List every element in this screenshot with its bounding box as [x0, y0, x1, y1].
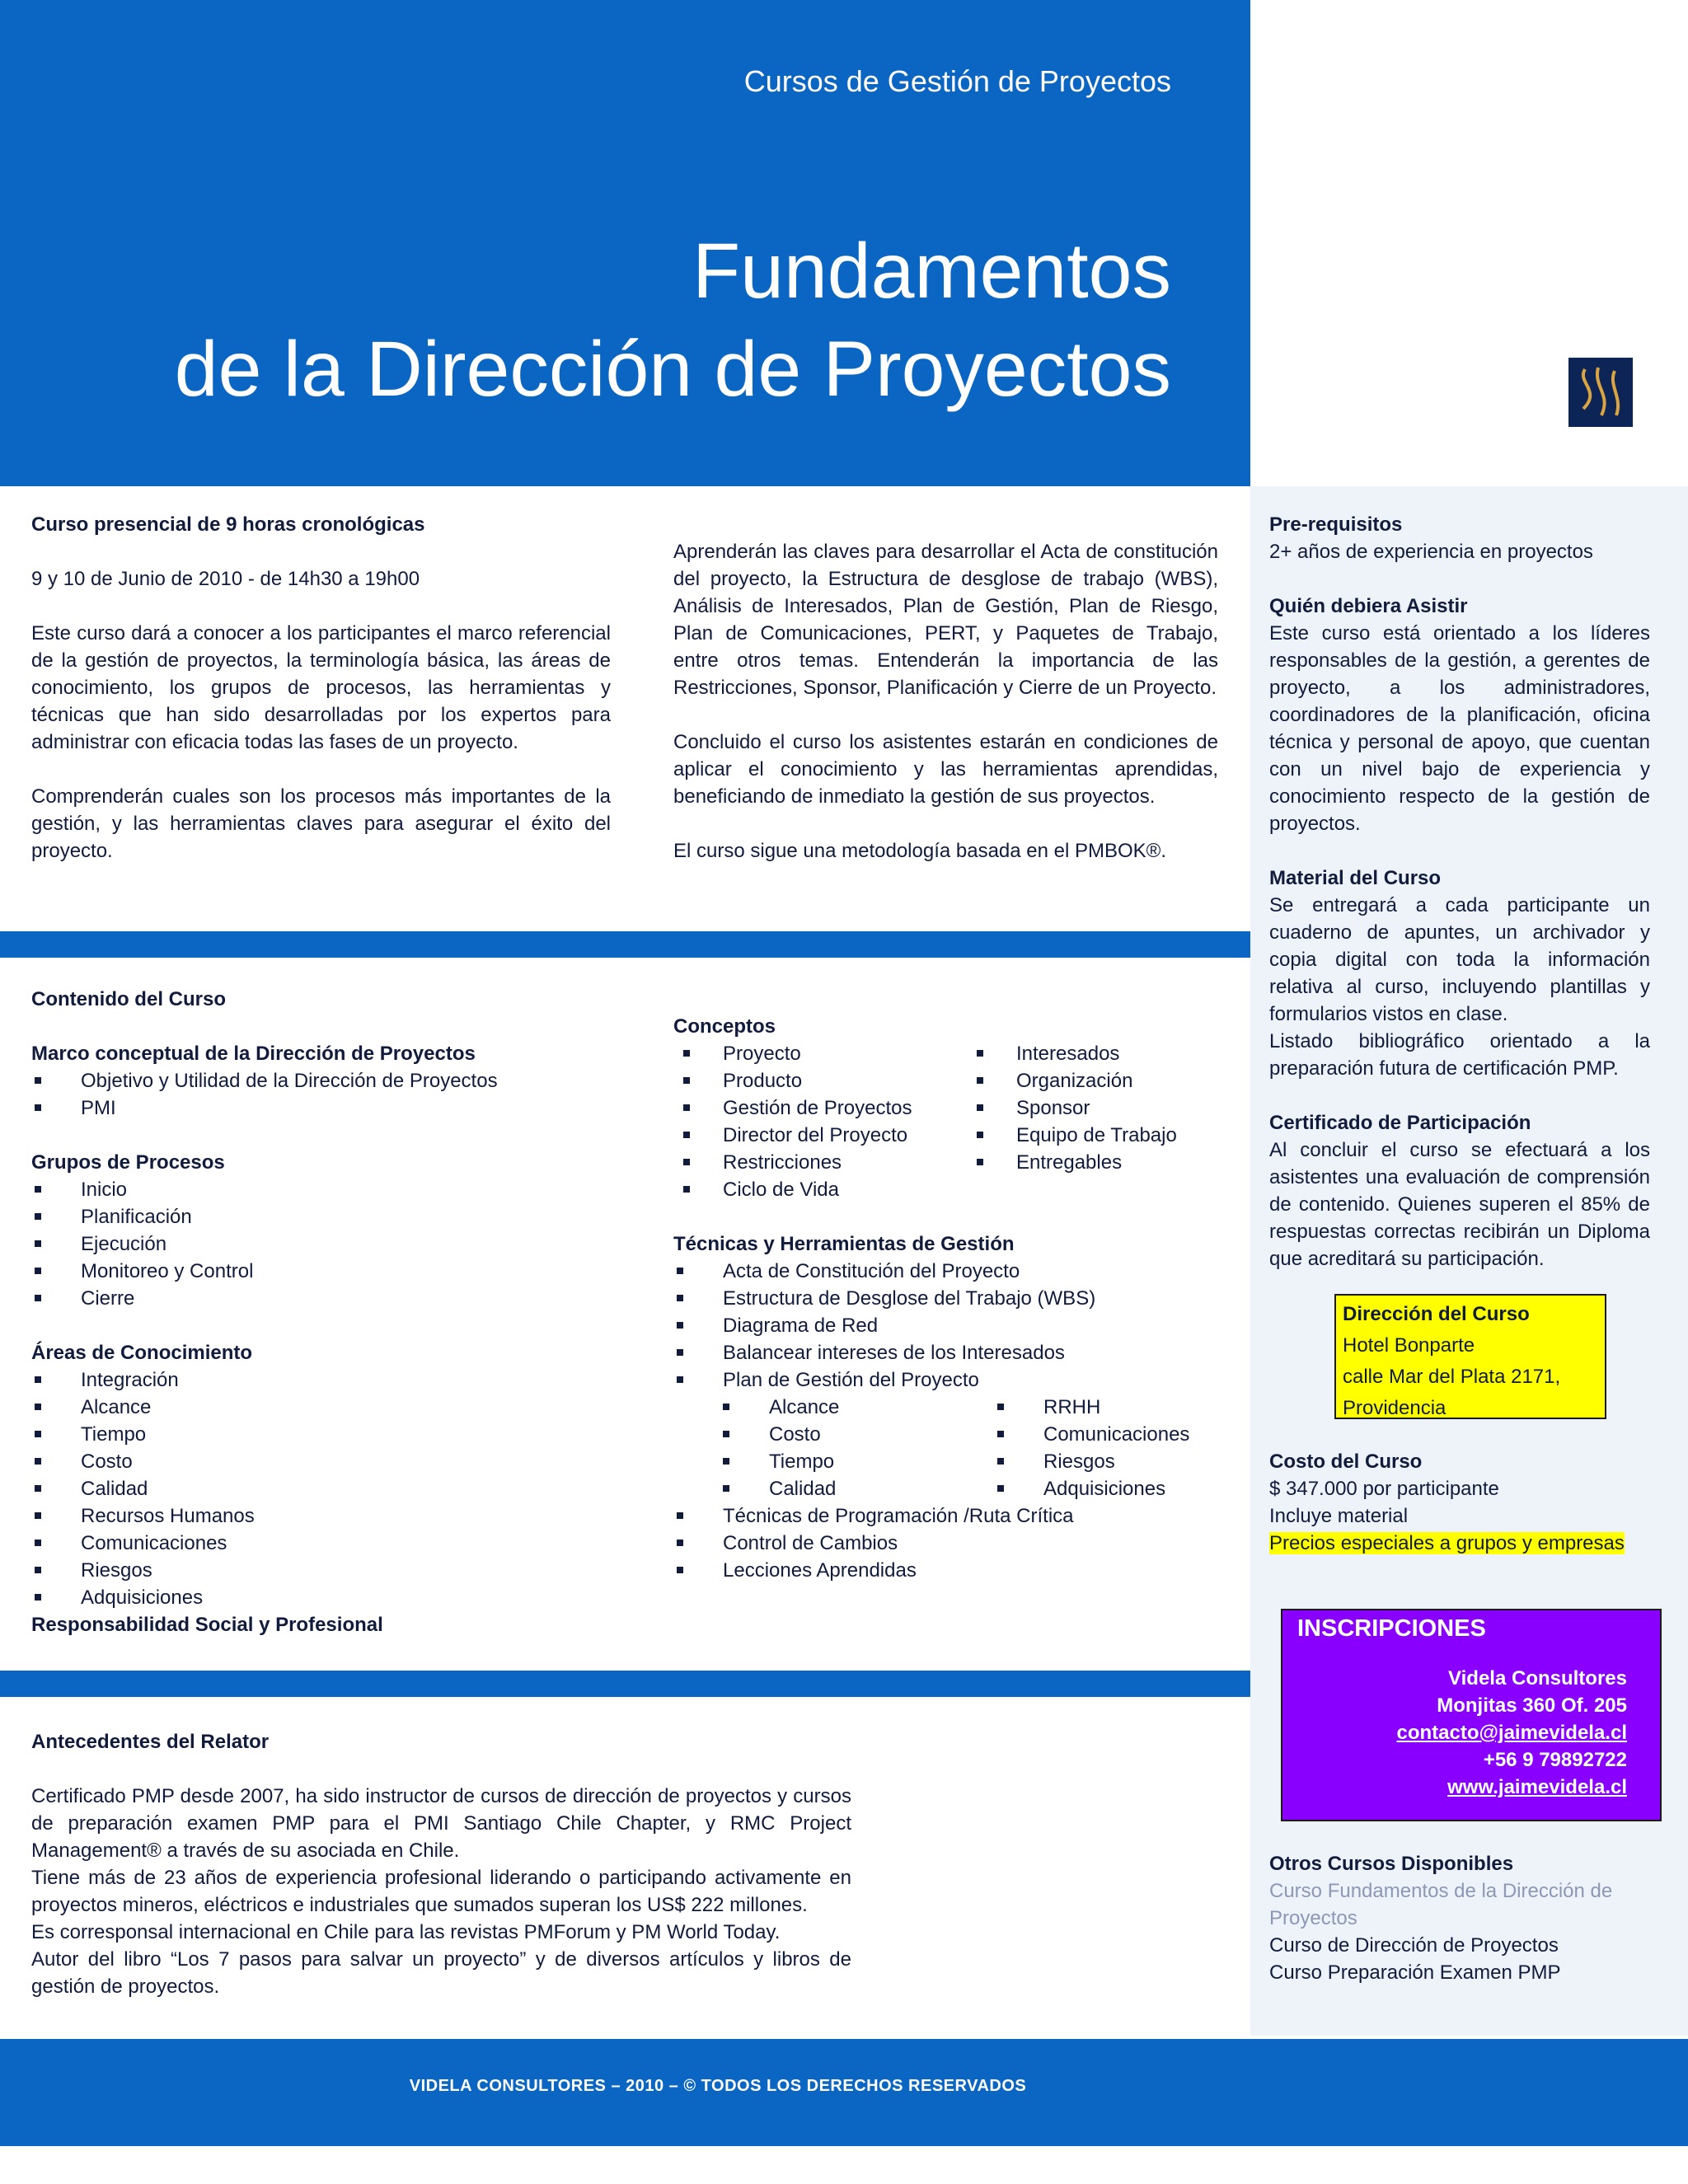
website-link[interactable]: www.jaimevidela.cl	[1447, 1776, 1627, 1798]
list-item: Proyecto	[673, 1040, 967, 1067]
list-item: Ciclo de Vida	[673, 1176, 967, 1203]
other-course-item[interactable]: Curso Fundamentos de la Dirección de Proyectos	[1269, 1880, 1613, 1929]
list-item: Diagrama de Red	[673, 1312, 1234, 1339]
relator-section	[31, 1728, 851, 2000]
sidebar-content	[1269, 511, 1650, 1272]
list-item: Comunicaciones	[31, 1530, 641, 1557]
list-item: Cierre	[31, 1285, 641, 1312]
tecnicas-list-a	[673, 1258, 1234, 1394]
intro-right	[673, 538, 1218, 865]
intro-paragraph-2: Comprenderán cuales son los procesos más importantes de la gestión, y las herramientas claves para asegurar el éxito del proyecto.	[31, 785, 611, 862]
list-item: Plan de Gestión del Proyecto	[673, 1366, 1234, 1394]
grupos-heading: Grupos de Procesos	[31, 1151, 225, 1174]
email-link[interactable]: contacto@jaimevidela.cl	[1396, 1722, 1627, 1744]
venue-line-2: calle Mar del Plata 2171,	[1343, 1366, 1561, 1388]
cost-includes: Incluye material	[1269, 1505, 1409, 1527]
title-line-2: de la Dirección de Proyectos	[174, 326, 1171, 413]
concepts-section	[673, 1013, 1234, 1584]
list-item: Adquisiciones	[994, 1475, 1189, 1502]
intro-paragraph-3: Aprenderán las claves para desarrollar el Acta de constitución del proyecto, la Estructura de desglose de trabajo (WBS), Análisis de Interesados, Plan de Gestión, Plan de Riesgo, Plan de Comunicaciones, PERT, y Paquetes de Trabajo, entre otros temas. Entenderán la importancia de las Restricciones, Sponsor, Planificación y Cierre de un Proyecto.	[673, 541, 1218, 699]
other-course-item[interactable]: Curso Preparación Examen PMP	[1269, 1961, 1561, 1984]
header-subtitle: Cursos de Gestión de Proyectos	[743, 64, 1171, 98]
audience-text: Este curso está orientado a los líderes responsables de la gestión, a gerentes de proyecto, a los administradores, coordinadores de la planificación, oficina técnica y personal de apoyo, que cuentan con un nivel bajo de experiencia y conocimiento respecto de la gestión de proyectos.	[1269, 622, 1650, 835]
relator-paragraph-4: Autor del libro “Los 7 pasos para salvar un proyecto” y de diversos artículos y libros de gestión de proyectos.	[31, 1948, 851, 1998]
list-item: Ejecución	[31, 1230, 641, 1258]
list-item: PMI	[31, 1094, 641, 1122]
conceptos-list-1	[673, 1040, 967, 1203]
title-line-1: Fundamentos	[692, 227, 1171, 315]
company-logo	[1568, 358, 1633, 427]
registration-heading: INSCRIPCIONES	[1297, 1615, 1486, 1642]
list-item: Control de Cambios	[673, 1530, 1234, 1557]
intro-paragraph-5: El curso sigue una metodología basada en el PMBOK®.	[673, 840, 1167, 862]
cost-promo: Precios especiales a grupos y empresas	[1269, 1532, 1625, 1554]
venue-line-1: Hotel Bonparte	[1343, 1334, 1475, 1357]
list-item: Riesgos	[31, 1557, 641, 1584]
course-dates: 9 y 10 de Junio de 2010 - de 14h30 a 19h00	[31, 568, 420, 590]
material-text-2: Listado bibliográfico orientado a la preparación futura de certificación PMP.	[1269, 1030, 1650, 1080]
page-title	[175, 223, 1171, 419]
course-format-heading: Curso presencial de 9 horas cronológicas	[31, 513, 425, 536]
list-item: Entregables	[967, 1149, 1177, 1176]
intro-paragraph-1: Este curso dará a conocer a los participantes el marco referencial de la gestión de proyectos, la terminología básica, las áreas de conocimiento, los grupos de procesos, las herramientas y técnicas que han sido desarrolladas por los expertos para administrar con eficacia todas las fases de un proyecto.	[31, 622, 611, 753]
relator-paragraph-1: Certificado PMP desde 2007, ha sido instructor de cursos de dirección de proyectos y cursos de preparación examen PMP para el PMI Santiago Chile Chapter, y RMC Project Management® a través de su asociada en Chile.	[31, 1785, 851, 1862]
list-item: Inicio	[31, 1176, 641, 1203]
cost-heading: Costo del Curso	[1269, 1451, 1423, 1473]
list-item: Riesgos	[994, 1448, 1189, 1475]
list-item: Tiempo	[31, 1421, 641, 1448]
relator-paragraph-2: Tiene más de 23 años de experiencia profesional liderando o participando activamente en proyectos mineros, eléctricos e industriales que sumados superan los US$ 222 millones.	[31, 1867, 851, 1916]
other-course-item[interactable]: Curso de Dirección de Proyectos	[1269, 1934, 1559, 1957]
list-item: Tiempo	[720, 1448, 994, 1475]
list-item: Calidad	[720, 1475, 994, 1502]
conceptos-heading: Conceptos	[673, 1015, 776, 1038]
venue-heading: Dirección del Curso	[1343, 1303, 1530, 1325]
list-item: Alcance	[720, 1394, 994, 1421]
certificate-heading: Certificado de Participación	[1269, 1112, 1531, 1134]
plan-subitems-1	[720, 1394, 994, 1502]
certificate-text: Al concluir el curso se efectuará a los asistentes una evaluación de comprensión de contenido. Quienes superen el 85% de respuestas correctas recibirán un Diploma que acreditará su participación.	[1269, 1139, 1650, 1270]
list-item: Lecciones Aprendidas	[673, 1557, 1234, 1584]
venue-box	[1334, 1294, 1606, 1419]
material-heading: Material del Curso	[1269, 867, 1442, 889]
divider-band-2	[0, 1671, 1250, 1697]
plan-subitems	[673, 1394, 1234, 1502]
list-item: Restricciones	[673, 1149, 967, 1176]
divider-band-1	[0, 931, 1250, 958]
course-content-heading: Contenido del Curso	[31, 988, 226, 1010]
list-item: Comunicaciones	[994, 1421, 1189, 1448]
audience-heading: Quién debiera Asistir	[1269, 595, 1468, 617]
conceptos-columns	[673, 1040, 1234, 1203]
list-item: Balancear intereses de los Interesados	[673, 1339, 1234, 1366]
marco-heading: Marco conceptual de la Dirección de Proyectos	[31, 1043, 476, 1065]
registration-box	[1281, 1609, 1662, 1821]
list-item: Gestión de Proyectos	[673, 1094, 967, 1122]
company-name: Videla Consultores	[1448, 1667, 1627, 1690]
list-item: Integración	[31, 1366, 641, 1394]
prereq-text: 2+ años de experiencia en proyectos	[1269, 541, 1593, 563]
conceptos-list-2	[967, 1040, 1177, 1203]
venue-line-3: Providencia	[1343, 1397, 1447, 1419]
list-item: Costo	[720, 1421, 994, 1448]
list-item: Alcance	[31, 1394, 641, 1421]
list-item: Estructura de Desglose del Trabajo (WBS)	[673, 1285, 1234, 1312]
list-item: Recursos Humanos	[31, 1502, 641, 1530]
list-item: Director del Proyecto	[673, 1122, 967, 1149]
company-address: Monjitas 360 Of. 205	[1437, 1694, 1627, 1717]
list-item: Planificación	[31, 1203, 641, 1230]
responsabilidad-heading: Responsabilidad Social y Profesional	[31, 1614, 383, 1636]
relator-paragraph-3: Es corresponsal internacional en Chile para las revistas PMForum y PM World Today.	[31, 1921, 781, 1943]
tecnicas-heading: Técnicas y Herramientas de Gestión	[673, 1233, 1015, 1255]
list-item: Acta de Constitución del Proyecto	[673, 1258, 1234, 1285]
list-item: Costo	[31, 1448, 641, 1475]
grupos-list	[31, 1176, 641, 1312]
marco-list	[31, 1067, 641, 1122]
cost-section	[1269, 1448, 1650, 1557]
material-text: Se entregará a cada participante un cuaderno de apuntes, un archivador y copia digital con toda la información relativa al curso, incluyendo plantillas y formularios vistos en clase.	[1269, 894, 1650, 1025]
footer-copyright: VIDELA CONSULTORES – 2010 – © TODOS LOS DERECHOS RESERVADOS	[409, 2077, 1027, 2095]
list-item: Producto	[673, 1067, 967, 1094]
list-item: Calidad	[31, 1475, 641, 1502]
registration-details	[1396, 1665, 1627, 1801]
list-item: Equipo de Trabajo	[967, 1122, 1177, 1149]
list-item: RRHH	[994, 1394, 1189, 1421]
list-item: Sponsor	[967, 1094, 1177, 1122]
other-courses-heading: Otros Cursos Disponibles	[1269, 1853, 1514, 1875]
list-item: Técnicas de Programación /Ruta Crítica	[673, 1502, 1234, 1530]
cost-price: $ 347.000 por participante	[1269, 1478, 1499, 1500]
list-item: Monitoreo y Control	[31, 1258, 641, 1285]
course-content	[31, 986, 641, 1638]
areas-heading: Áreas de Conocimiento	[31, 1342, 253, 1364]
areas-list	[31, 1366, 641, 1611]
intro-left	[31, 511, 611, 865]
relator-heading: Antecedentes del Relator	[31, 1731, 270, 1753]
plan-subitems-2	[994, 1394, 1189, 1502]
prereq-heading: Pre-requisitos	[1269, 513, 1403, 536]
other-courses	[1269, 1850, 1650, 1986]
list-item: Organización	[967, 1067, 1177, 1094]
list-item: Interesados	[967, 1040, 1177, 1067]
tecnicas-list-b	[673, 1502, 1234, 1584]
phone-number: +56 9 79892722	[1483, 1749, 1627, 1771]
intro-paragraph-4: Concluido el curso los asistentes estarán en condiciones de aplicar el conocimiento y las herramientas aprendidas, beneficiando de inmediato la gestión de sus proyectos.	[673, 731, 1218, 808]
list-item: Objetivo y Utilidad de la Dirección de Proyectos	[31, 1067, 641, 1094]
list-item: Adquisiciones	[31, 1584, 641, 1611]
